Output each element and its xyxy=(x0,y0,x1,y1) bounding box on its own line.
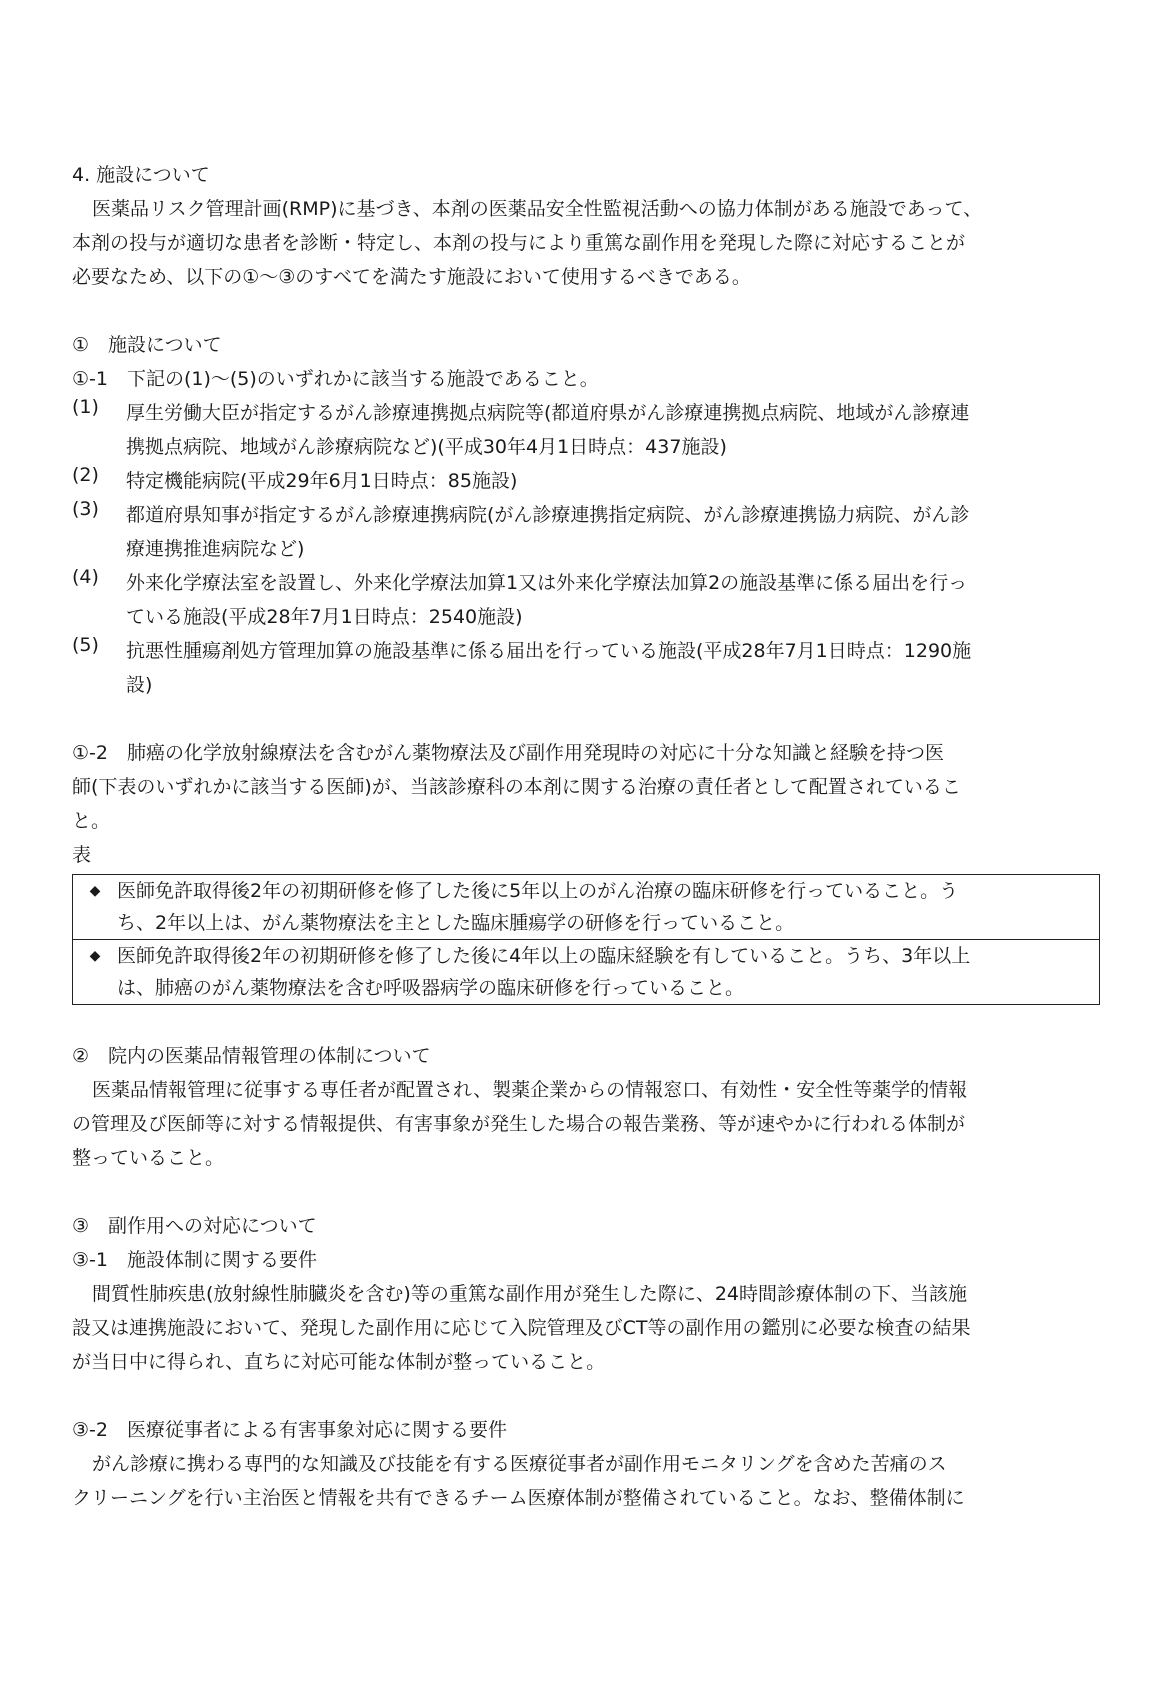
s3-2-heading: ③-2 医療従事者による有害事象対応に関する要件 xyxy=(72,1419,507,1441)
item-text: ている施設(平成28年7月1日時点：2540施設) xyxy=(126,606,523,628)
table-cell-text: ち、2年以上は、がん薬物療法を主とした臨床腫瘍学の研修を行っていること。 xyxy=(117,912,795,934)
s3-2-line-2: クリーニングを行い主治医と情報を共有できるチーム医療体制が整備されていること。なお、整備体制に xyxy=(72,1487,965,1509)
item-text: 設) xyxy=(126,674,153,696)
table-label: 表 xyxy=(72,844,92,866)
s3-2-line-1: がん診療に携わる専門的な知識及び技能を有する医療従事者が副作用モニタリングを含めた苦痛のス xyxy=(92,1453,947,1475)
s2-line-1: 医薬品情報管理に従事する専任者が配置され、製薬企業からの情報窓口、有効性・安全性等薬学的情報 xyxy=(92,1079,968,1101)
item-text: 特定機能病院(平成29年6月1日時点：85施設) xyxy=(126,470,518,492)
intro-line-3: 必要なため、以下の①～③のすべてを満たす施設において使用するべきである。 xyxy=(72,266,751,288)
item-number: (3) xyxy=(72,498,99,520)
s3-1-line-3: が当日中に得られ、直ちに対応可能な体制が整っていること。 xyxy=(72,1351,606,1373)
table-row xyxy=(73,940,1100,1005)
s1-1-heading: ①-1 下記の(1)～(5)のいずれかに該当する施設であること。 xyxy=(72,368,599,390)
item-text: 外来化学療法室を設置し、外来化学療法加算1又は外来化学療法加算2の施設基準に係る届出を行っ xyxy=(126,572,968,594)
table-row xyxy=(73,875,1100,940)
requirements-table xyxy=(72,874,1100,1005)
item-text: 都道府県知事が指定するがん診療連携病院(がん診療連携指定病院、がん診療連携協力病院、がん診 xyxy=(126,504,970,526)
diamond-bullet-icon: ◆ xyxy=(89,948,101,964)
s3-1-line-2: 設又は連携施設において、発現した副作用に応じて入院管理及びCT等の副作用の鑑別に必要な検査の結果 xyxy=(72,1317,971,1339)
list-item xyxy=(72,498,1100,566)
s1-2-line-2: 師(下表のいずれかに該当する医師)が、当該診療科の本剤に関する治療の責任者として配置されているこ xyxy=(72,776,961,798)
s3-heading: ③ 副作用への対応について xyxy=(72,1215,317,1237)
s3-1-line-1: 間質性肺疾患(放射線性肺臓炎を含む)等の重篤な副作用が発生した際に、24時間診療体制の下、当該施 xyxy=(92,1283,968,1305)
list-item xyxy=(72,634,1100,702)
s1-2-line-3: と。 xyxy=(72,810,111,832)
item-text: 療連携推進病院など) xyxy=(126,538,305,560)
item-text: 抗悪性腫瘍剤処方管理加算の施設基準に係る届出を行っている施設(平成28年7月1日時点：1290施 xyxy=(126,640,972,662)
section-heading: 4. 施設について xyxy=(72,164,210,186)
s3-1-heading: ③-1 施設体制に関する要件 xyxy=(72,1249,317,1271)
intro-line-1: 医薬品リスク管理計画(RMP)に基づき、本剤の医薬品安全性監視活動への協力体制がある施設であって、 xyxy=(92,198,983,220)
s2-line-3: 整っていること。 xyxy=(72,1147,225,1169)
item-number: (5) xyxy=(72,634,99,656)
document-page xyxy=(72,158,1100,1515)
list-item xyxy=(72,566,1100,634)
item-number: (4) xyxy=(72,566,99,588)
diamond-bullet-icon: ◆ xyxy=(89,883,101,899)
s2-heading: ② 院内の医薬品情報管理の体制について xyxy=(72,1045,431,1067)
item-number: (1) xyxy=(72,396,99,418)
list-item xyxy=(72,464,1100,498)
s1-2-line-1: ①-2 肺癌の化学放射線療法を含むがん薬物療法及び副作用発現時の対応に十分な知識と経験を持つ医 xyxy=(72,742,944,764)
item-text: 厚生労働大臣が指定するがん診療連携拠点病院等(都道府県がん診療連携拠点病院、地域がん診療連 xyxy=(126,402,970,424)
list-item xyxy=(72,396,1100,464)
table-cell-text: 医師免許取得後2年の初期研修を修了した後に4年以上の臨床経験を有していること。うち、3年以上 xyxy=(117,945,971,967)
table-cell-text: 医師免許取得後2年の初期研修を修了した後に5年以上のがん治療の臨床研修を行っていること。う xyxy=(117,880,959,902)
s1-heading: ① 施設について xyxy=(72,334,222,356)
table-cell-text: は、肺癌のがん薬物療法を含む呼吸器病学の臨床研修を行っていること。 xyxy=(117,977,745,999)
s2-line-2: の管理及び医師等に対する情報提供、有害事象が発生した場合の報告業務、等が速やかに行われる体制が xyxy=(72,1113,966,1135)
item-text: 携拠点病院、地域がん診療病院など)(平成30年4月1日時点：437施設) xyxy=(126,436,727,458)
intro-line-2: 本剤の投与が適切な患者を診断・特定し、本剤の投与により重篤な副作用を発現した際に対応することが xyxy=(72,232,966,254)
item-number: (2) xyxy=(72,464,99,486)
